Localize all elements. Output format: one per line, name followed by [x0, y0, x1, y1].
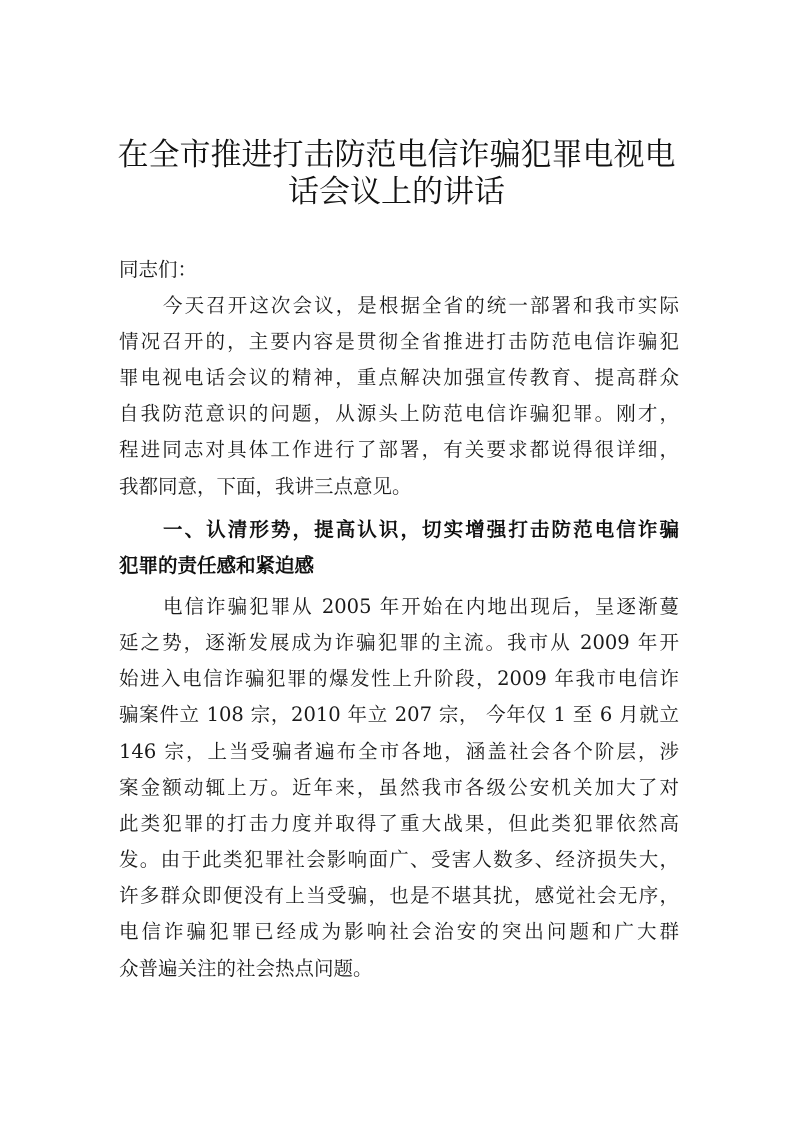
paragraph-1-line: 情况召开的，主要内容是贯彻全省推进打击防范电信诈骗犯 [119, 330, 679, 353]
salutation: 同志们： [119, 258, 198, 281]
paragraph-2-line: 电信诈骗犯罪已经成为影响社会治安的突出问题和广大群 [119, 920, 679, 943]
paragraph-1-line: 我都同意，下面，我讲三点意见。 [119, 475, 412, 498]
document-title-line-1: 在全市推进打击防范电信诈骗犯罪电视电 [117, 137, 676, 173]
paragraph-2-line: 始进入电信诈骗犯罪的爆发性上升阶段，2009 年我市电信诈 [119, 667, 679, 690]
paragraph-2-line: 146 宗，上当受骗者遍布全市各地，涵盖社会各个阶层，涉 [119, 740, 679, 763]
paragraph-2-line: 众普遍关注的社会热点问题。 [119, 957, 373, 980]
paragraph-1-line: 程进同志对具体工作进行了部署，有关要求都说得很详细， [119, 438, 679, 461]
paragraph-2-line: 许多群众即便没有上当受骗，也是不堪其扰，感觉社会无序， [119, 884, 679, 907]
paragraph-1-line: 自我防范意识的问题，从源头上防范电信诈骗犯罪。刚才， [119, 402, 679, 425]
paragraph-2-line: 电信诈骗犯罪从 2005 年开始在内地出现后，呈逐渐蔓 [163, 595, 679, 618]
paragraph-2-line: 延之势，逐渐发展成为诈骗犯罪的主流。我市从 2009 年开 [119, 631, 679, 654]
section-heading-line: 一、认清形势，提高认识，切实增强打击防范电信诈骗 [163, 518, 679, 541]
document-title-line-2: 话会议上的讲话 [288, 174, 505, 210]
paragraph-1-line: 罪电视电话会议的精神，重点解决加强宣传教育、提高群众 [119, 366, 679, 389]
section-heading-line: 犯罪的责任感和紧迫感 [119, 554, 315, 577]
paragraph-2-line: 案金额动辄上万。近年来，虽然我市各级公安机关加大了对 [119, 776, 679, 799]
paragraph-1-line: 今天召开这次会议，是根据全省的统一部署和我市实际 [163, 294, 679, 317]
paragraph-2-line: 此类犯罪的打击力度并取得了重大战果，但此类犯罪依然高 [119, 812, 679, 835]
paragraph-2-line: 骗案件立 108 宗，2010 年立 207 宗， 今年仅 1 至 6 月就立 [119, 703, 679, 726]
paragraph-2-line: 发。由于此类犯罪社会影响面广、受害人数多、经济损失大， [119, 848, 679, 871]
